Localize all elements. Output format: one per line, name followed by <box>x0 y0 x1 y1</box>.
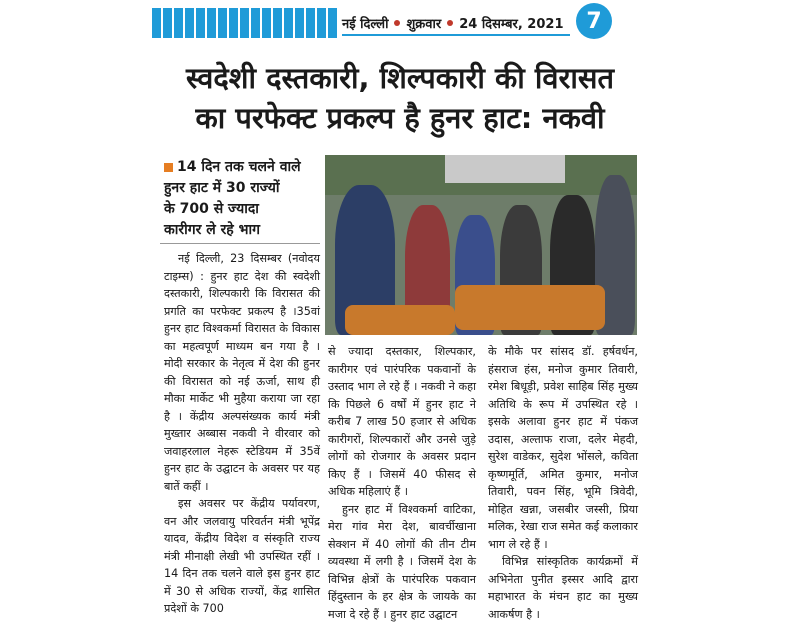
separator-dot-icon <box>447 20 453 26</box>
article-column-2 <box>328 343 476 623</box>
photo-table <box>455 285 605 330</box>
dateline-date: 24 दिसम्बर, 2021 <box>459 14 563 32</box>
news-photo <box>325 155 637 335</box>
article-paragraph: इस अवसर पर केंद्रीय पर्यावरण, वन और जलवायु परिवर्तन मंत्री भूपेंद्र यादव, केंद्रीय विदेश व संस्कृति राज्य मंत्री मीनाक्षी लेखी भी उपस्थित रहीं । 14 दिन तक चलने वाले इस हुनर हाट में 30 से अधिक राज्यों, केंद्र शासित प्रदेशों के 700 <box>164 495 320 618</box>
headline-line-2: का परफेक्ट प्रकल्प है हुनर हाट: नकवी <box>160 98 640 138</box>
article-paragraph: के मौके पर सांसद डॉ. हर्षवर्धन, हंसराज हंस, मनोज कुमार तिवारी, रमेश बिधूड़ी, प्रवेश साहिब सिंह मुख्य अतिथि के रूप में उपस्थित रहे । इसके अलावा हुनर हाट में पंकज उदास, अल्ताफ राजा, दलेर मेहदी, सुरेश वाडेकर, सुदेश भोंसले, कविता कृष्णमूर्ति, अमित कुमार, मनोज तिवारी, पवन सिंह, भूमि त्रिवेदी, मोहित खन्ना, जसबीर जस्सी, प्रिया मलिक, रेखा राज समेत कई कलाकार भाग ले रहे हैं । <box>488 343 638 553</box>
page-number-badge: 7 <box>576 3 612 39</box>
article-paragraph: हुनर हाट में विश्वकर्मा वाटिका, मेरा गांव मेरा देश, बावर्चीखाना सेक्शन में 40 लोगों की तीन टीम व्यवस्था में लगी है । जिसमें देश के विभिन्न क्षेत्रों के पारंपरिक पकवान हिंदुस्तान के हर क्षेत्र के जायके का मजा दे रहे हैं । हुनर हाट उद्घाटन <box>328 501 476 623</box>
dateline <box>342 12 570 36</box>
article-column-3 <box>488 343 638 623</box>
article-paragraph: नई दिल्ली, 23 दिसम्बर (नवोदय टाइम्स) : हुनर हाट देश की स्वदेशी दस्तकारी, शिल्पकारी कि विरासत की प्रगति का परफेक्ट प्रकल्प है ।35वां हुनर हाट विश्वकर्मा विरासत के विकास का महत्वपूर्ण माध्यम बन गया है । मोदी सरकार के नेतृत्व में देश की हुनर की विरासत को नई ऊर्जा, साथ ही मौका मार्केट भी मुहैया कराया जा रहा है । केंद्रीय अल्पसंख्यक कार्य मंत्री मुख्तार अब्बास नकवी ने वीरवार को जवाहरलाल नेहरू स्टेडियम में 35वें हुनर हाट के उद्घाटन के अवसर पर यह बातें कहीं । <box>164 250 320 495</box>
article-column-1 <box>164 250 320 618</box>
article-paragraph: विभिन्न सांस्कृतिक कार्यक्रमों में अभिनेता पुनीत इस्सर आदि द्वारा महाभारत के मंचन हाट का मुख्य आकर्षण है । <box>488 553 638 623</box>
highlight-line-2: हुनर हाट में 30 राज्यों <box>164 178 324 199</box>
highlight-box <box>160 157 324 241</box>
headline-line-1: स्वदेशी दस्तकारी, शिल्पकारी की विरासत <box>160 58 640 98</box>
highlight-line-3: के 700 से ज्यादा <box>164 199 324 220</box>
dateline-day: शुक्रवार <box>406 14 441 32</box>
divider <box>160 243 320 244</box>
masthead-stripes <box>152 8 337 38</box>
headline <box>160 58 640 138</box>
photo-background-tent <box>445 155 565 183</box>
dateline-city: नई दिल्ली <box>342 14 388 32</box>
photo-table <box>345 305 455 335</box>
square-bullet-icon <box>164 163 173 172</box>
separator-dot-icon <box>394 20 400 26</box>
article-paragraph: से ज्यादा दस्तकार, शिल्पकार, कारीगर एवं पारंपरिक पकवानों के उस्ताद भाग ले रहे हैं । नकवी ने कहा कि पिछले 6 वर्षों में हुनर हाट ने करीब 7 लाख 50 हजार से अधिक कारीगरों, शिल्पकारों और उनसे जुड़े लोगों को रोजगार के अवसर प्रदान किए हैं । जिसमें 40 फीसद से अधिक महिलाएं हैं । <box>328 343 476 501</box>
highlight-line-4: कारीगर ले रहे भाग <box>164 220 324 241</box>
highlight-line-1: 14 दिन तक चलने वाले <box>177 159 301 175</box>
